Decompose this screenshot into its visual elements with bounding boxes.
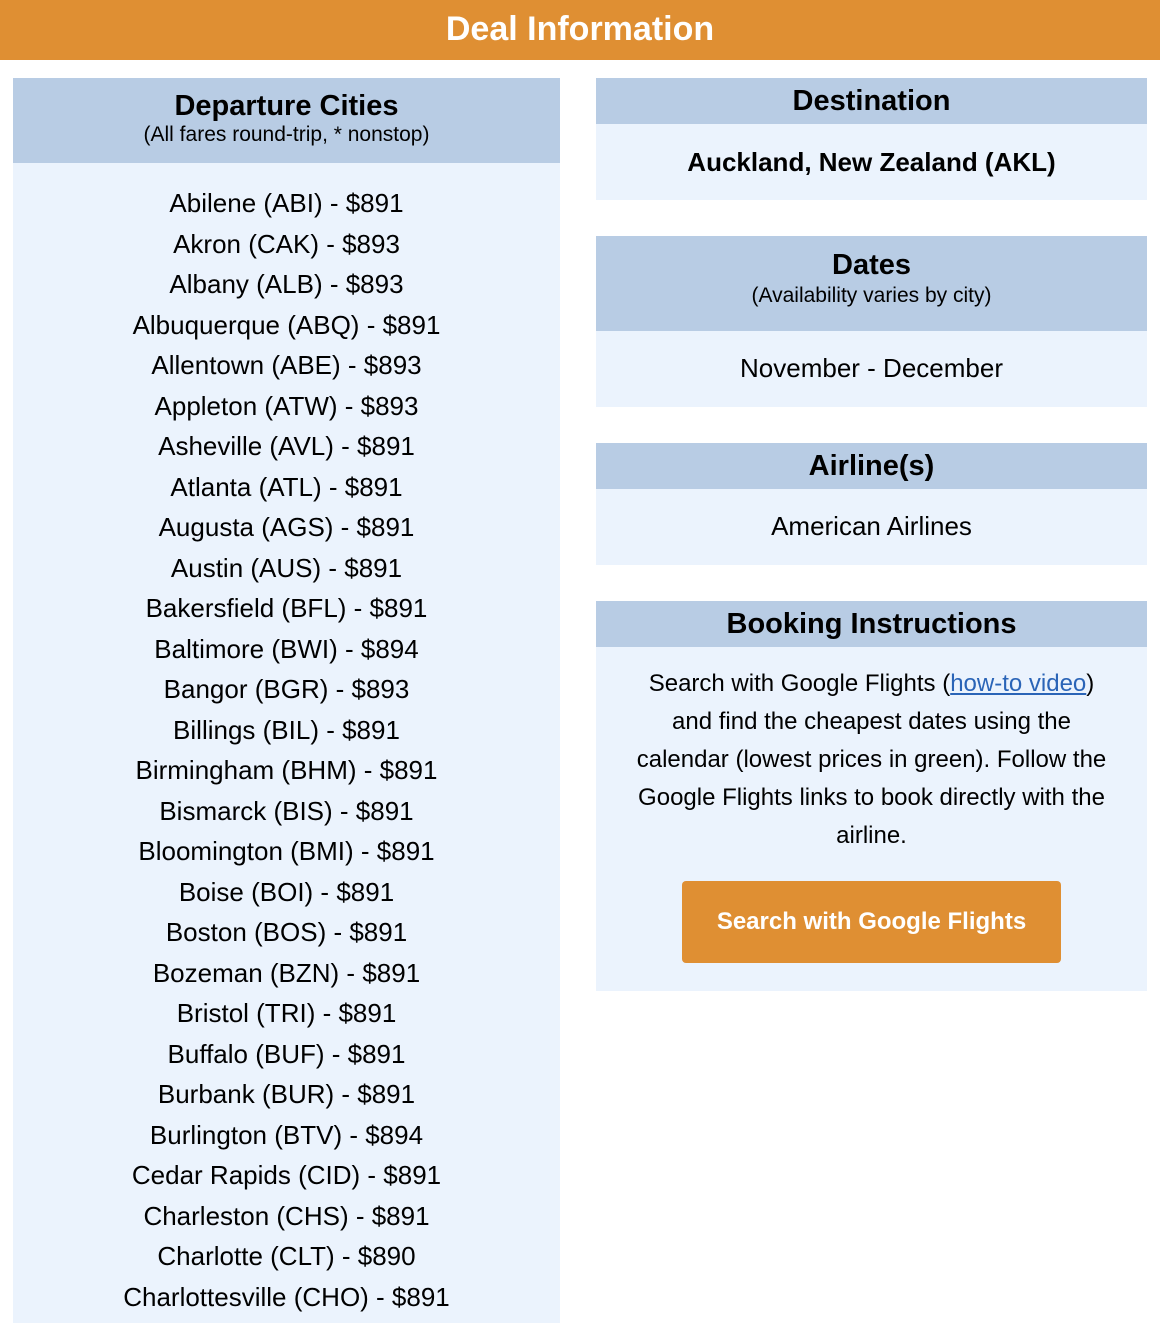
departure-cities-panel	[13, 78, 560, 1323]
departure-cities-subtitle: (All fares round-trip, * nonstop)	[143, 123, 430, 146]
departure-city-item: Asheville (AVL) - $891	[158, 431, 415, 461]
departure-city-item: Billings (BIL) - $891	[173, 714, 400, 745]
departure-city-item: Charlottesville (CHO) - $891	[123, 1281, 450, 1312]
dates-value: November - December	[740, 353, 1003, 383]
departure-city-item: Charlotte (CLT) - $890	[157, 1241, 416, 1271]
destination-card	[596, 78, 1147, 200]
search-google-flights-button[interactable]: Search with Google Flights	[682, 881, 1061, 963]
departure-city-item: Burbank (BUR) - $891	[157, 1079, 416, 1109]
dates-subtitle: (Availability varies by city)	[751, 284, 992, 307]
departure-city-item: Bloomington (BMI) - $891	[138, 836, 435, 866]
dates-title: Dates	[832, 249, 911, 281]
departure-city-item: Bismarck (BIS) - $891	[159, 795, 414, 826]
dates-card	[596, 236, 1147, 407]
departure-city-item: Birmingham (BHM) - $891	[135, 755, 438, 785]
destination-title: Destination	[596, 78, 1147, 124]
departure-city-item: Atlanta (ATL) - $891	[170, 471, 403, 502]
departure-city-item: Baltimore (BWI) - $894	[154, 633, 419, 664]
booking-instructions-text	[596, 647, 1147, 855]
how-to-video-link[interactable]: how-to video	[950, 670, 1087, 697]
departure-city-item: Bozeman (BZN) - $891	[152, 957, 421, 988]
booking-instructions-card	[596, 601, 1147, 991]
departure-city-list	[13, 163, 560, 1317]
departure-city-item: Allentown (ABE) - $893	[151, 350, 422, 380]
departure-city-item: Cedar Rapids (CID) - $891	[131, 1160, 442, 1190]
departure-city-item: Buffalo (BUF) - $891	[167, 1038, 406, 1069]
departure-city-item: Abilene (ABI) - $891	[169, 188, 404, 218]
booking-text-before: Search with Google Flights (	[648, 670, 951, 697]
airline-card	[596, 443, 1147, 565]
booking-text-after: ) and find the cheapest dates using the calendar (lowest prices in green). Follow the Google Flights links to book directly with the airline.	[636, 670, 1107, 849]
destination-value: Auckland, New Zealand (AKL)	[687, 147, 1056, 177]
departure-city-item: Charleston (CHS) - $891	[143, 1200, 430, 1231]
departure-city-item: Bangor (BGR) - $893	[163, 674, 410, 704]
departure-city-item: Akron (CAK) - $893	[173, 228, 400, 259]
departure-city-item: Bristol (TRI) - $891	[176, 998, 397, 1028]
airline-title: Airline(s)	[596, 443, 1147, 489]
departure-city-item: Burlington (BTV) - $894	[149, 1119, 424, 1150]
departure-cities-title: Departure Cities	[174, 90, 399, 122]
departure-city-item: Boise (BOI) - $891	[178, 876, 395, 907]
booking-instructions-title: Booking Instructions	[596, 601, 1147, 647]
dates-header	[596, 236, 1147, 331]
departure-cities-header	[13, 78, 560, 163]
departure-city-item: Austin (AUS) - $891	[170, 552, 403, 583]
departure-city-item: Albuquerque (ABQ) - $891	[132, 309, 441, 340]
departure-city-item: Bakersfield (BFL) - $891	[145, 593, 428, 623]
departure-city-item: Boston (BOS) - $891	[165, 917, 408, 947]
deal-information-banner	[0, 0, 1160, 60]
airline-value: American Airlines	[771, 511, 972, 541]
departure-city-item: Albany (ALB) - $893	[169, 269, 404, 299]
departure-city-item: Augusta (AGS) - $891	[158, 512, 415, 542]
banner-title: Deal Information	[445, 10, 715, 48]
departure-city-item: Appleton (ATW) - $893	[154, 390, 419, 421]
